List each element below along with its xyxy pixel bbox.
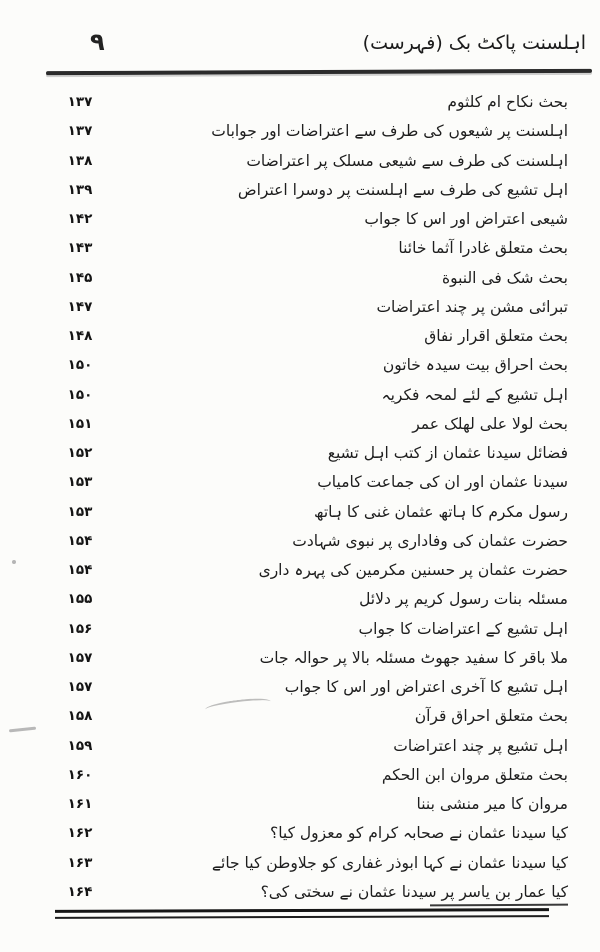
toc-row xyxy=(40,819,568,847)
toc-entry-title: شیعی اعتراض اور اس کا جواب xyxy=(364,210,568,228)
toc-entry-page: ۱۵۳ xyxy=(67,503,93,520)
toc-entry-title: اہل تشیع کی طرف سے اہلسنت پر دوسرا اعتراض xyxy=(237,180,568,199)
toc-entry-page: ۱۳۸ xyxy=(67,152,93,169)
toc-entry-title: اہلسنت پر شیعوں کی طرف سے اعتراضات اور جوابات xyxy=(211,122,568,141)
toc-entry-page: ۱۵۷ xyxy=(67,679,93,695)
toc-row xyxy=(40,585,568,613)
toc-row xyxy=(40,88,568,116)
toc-row xyxy=(40,732,568,760)
toc-entry-title: سیدنا عثمان اور ان کی جماعت کامیاب xyxy=(317,473,568,492)
toc-row xyxy=(40,351,568,379)
toc-entry-page: ۱۵۴ xyxy=(67,562,93,578)
toc-entry-title: ملا باقر کا سفید جھوٹ مسئلہ بالا پر حوالہ جات xyxy=(259,648,568,667)
toc-row xyxy=(40,293,568,321)
toc-entry-page: ۱۵۸ xyxy=(67,708,93,725)
toc-entry-title: بحث متعلق احراق قرآن xyxy=(414,707,568,726)
toc-row xyxy=(40,615,568,643)
toc-entry-page: ۱۵۷ xyxy=(67,649,93,666)
toc-entry-title: کیا سیدنا عثمان نے کہا ابوذر غفاری کو جلاوطن کیا جائے xyxy=(211,853,568,872)
page-number: ۹ xyxy=(90,28,105,56)
toc-entry-page: ۱۵۳ xyxy=(67,474,93,491)
toc-entry-title: کیا سیدنا عثمان نے صحابہ کرام کو معزول کیا؟ xyxy=(269,824,568,843)
scan-stray-mark xyxy=(12,560,16,564)
toc-entry-title: فضائل سیدنا عثمان از کتب اہل تشیع xyxy=(327,444,568,462)
toc-entry-page: ۱۳۷ xyxy=(67,94,93,110)
toc-row xyxy=(40,556,568,584)
toc-row xyxy=(40,849,568,877)
toc-entry-page: ۱۵۰ xyxy=(67,357,93,374)
footer-double-rule xyxy=(55,908,549,919)
toc-entry-title: بحث متعلق غادرا آثما خائنا xyxy=(398,239,568,258)
toc-row xyxy=(40,702,568,730)
toc-row xyxy=(40,410,568,438)
toc-entry-page: ۱۴۲ xyxy=(67,211,93,227)
toc-list xyxy=(40,88,568,906)
toc-entry-title: بحث شک فی النبوة xyxy=(441,268,568,287)
toc-entry-page: ۱۵۰ xyxy=(67,386,93,403)
toc-row xyxy=(40,644,568,672)
toc-entry-title: اہل تشیع پر چند اعتراضات xyxy=(393,736,568,755)
header-rule xyxy=(46,69,592,75)
toc-row xyxy=(40,498,568,526)
toc-entry-page: ۱۵۴ xyxy=(67,532,93,549)
toc-entry-page: ۱۴۸ xyxy=(67,328,93,344)
toc-entry-title: مسئلہ بنات رسول کریم پر دلائل xyxy=(359,590,568,609)
toc-entry-title: مروان کا میر منشی بننا xyxy=(416,795,568,813)
toc-entry-title: بحث احراق بیت سیدہ خاتون xyxy=(382,356,568,375)
toc-entry-title: اہل تشیع کے لئے لمحہ فکریہ xyxy=(381,385,568,404)
toc-entry-page: ۱۵۵ xyxy=(67,591,93,608)
toc-entry-page: ۱۳۷ xyxy=(67,123,93,140)
toc-row xyxy=(40,527,568,555)
toc-row xyxy=(40,147,568,175)
toc-entry-page: ۱۶۰ xyxy=(67,766,93,783)
scan-stray-mark xyxy=(9,727,36,732)
toc-entry-title: بحث متعلق اقرار نفاق xyxy=(424,327,568,345)
toc-entry-page: ۱۳۹ xyxy=(67,181,93,198)
toc-entry-page: ۱۶۱ xyxy=(67,796,93,812)
toc-entry-page: ۱۶۴ xyxy=(67,883,93,900)
toc-entry-title: کیا عمار بن یاسر پر سیدنا عثمان نے سختی کی؟ xyxy=(260,882,568,901)
toc-entry-title: بحث لولا علی لهلک عمر xyxy=(412,414,568,433)
toc-row xyxy=(40,381,568,409)
toc-row xyxy=(40,322,568,350)
toc-row xyxy=(40,790,568,818)
toc-row xyxy=(40,205,568,233)
toc-entry-page: ۱۵۶ xyxy=(67,620,93,637)
toc-entry-page: ۱۴۷ xyxy=(67,298,93,315)
toc-entry-title: بحث متعلق مروان ابن الحکم xyxy=(381,765,568,784)
toc-entry-page: ۱۵۱ xyxy=(67,415,93,432)
toc-entry-title: رسول مکرم کا ہاتھ عثمان غنی کا ہاتھ xyxy=(314,502,568,521)
toc-row xyxy=(40,264,568,292)
toc-entry-title: اہل تشیع کے اعتراضات کا جواب xyxy=(358,619,568,638)
toc-entry-page: ۱۵۹ xyxy=(67,737,93,754)
toc-entry-title: بحث نکاح ام کلثوم xyxy=(447,93,568,111)
toc-row xyxy=(40,468,568,496)
toc-row xyxy=(40,673,568,701)
book-title-header: اہلسنت پاکٹ بک (فہرست) xyxy=(362,32,586,54)
toc-entry-title: حضرت عثمان پر حسنین مکرمین کی پہرہ داری xyxy=(258,561,568,579)
toc-entry-page: ۱۴۳ xyxy=(67,240,93,257)
toc-entry-page: ۱۶۲ xyxy=(67,825,93,842)
toc-row xyxy=(40,439,568,467)
toc-entry-page: ۱۶۳ xyxy=(67,854,93,871)
toc-entry-title: تبرائی مشن پر چند اعتراضات xyxy=(376,297,568,316)
toc-row xyxy=(40,234,568,262)
toc-row xyxy=(40,878,568,906)
toc-entry-page: ۱۴۵ xyxy=(67,269,93,286)
toc-entry-page: ۱۵۲ xyxy=(67,445,93,461)
toc-row xyxy=(40,117,568,145)
toc-row xyxy=(40,176,568,204)
toc-entry-title: اہل تشیع کا آخری اعتراض اور اس کا جواب xyxy=(284,678,568,696)
toc-entry-title: حضرت عثمان کی وفاداری پر نبوی شہادت xyxy=(292,531,568,550)
toc-entry-title: اہلسنت کی طرف سے شیعی مسلک پر اعتراضات xyxy=(246,151,568,170)
toc-row xyxy=(40,761,568,789)
